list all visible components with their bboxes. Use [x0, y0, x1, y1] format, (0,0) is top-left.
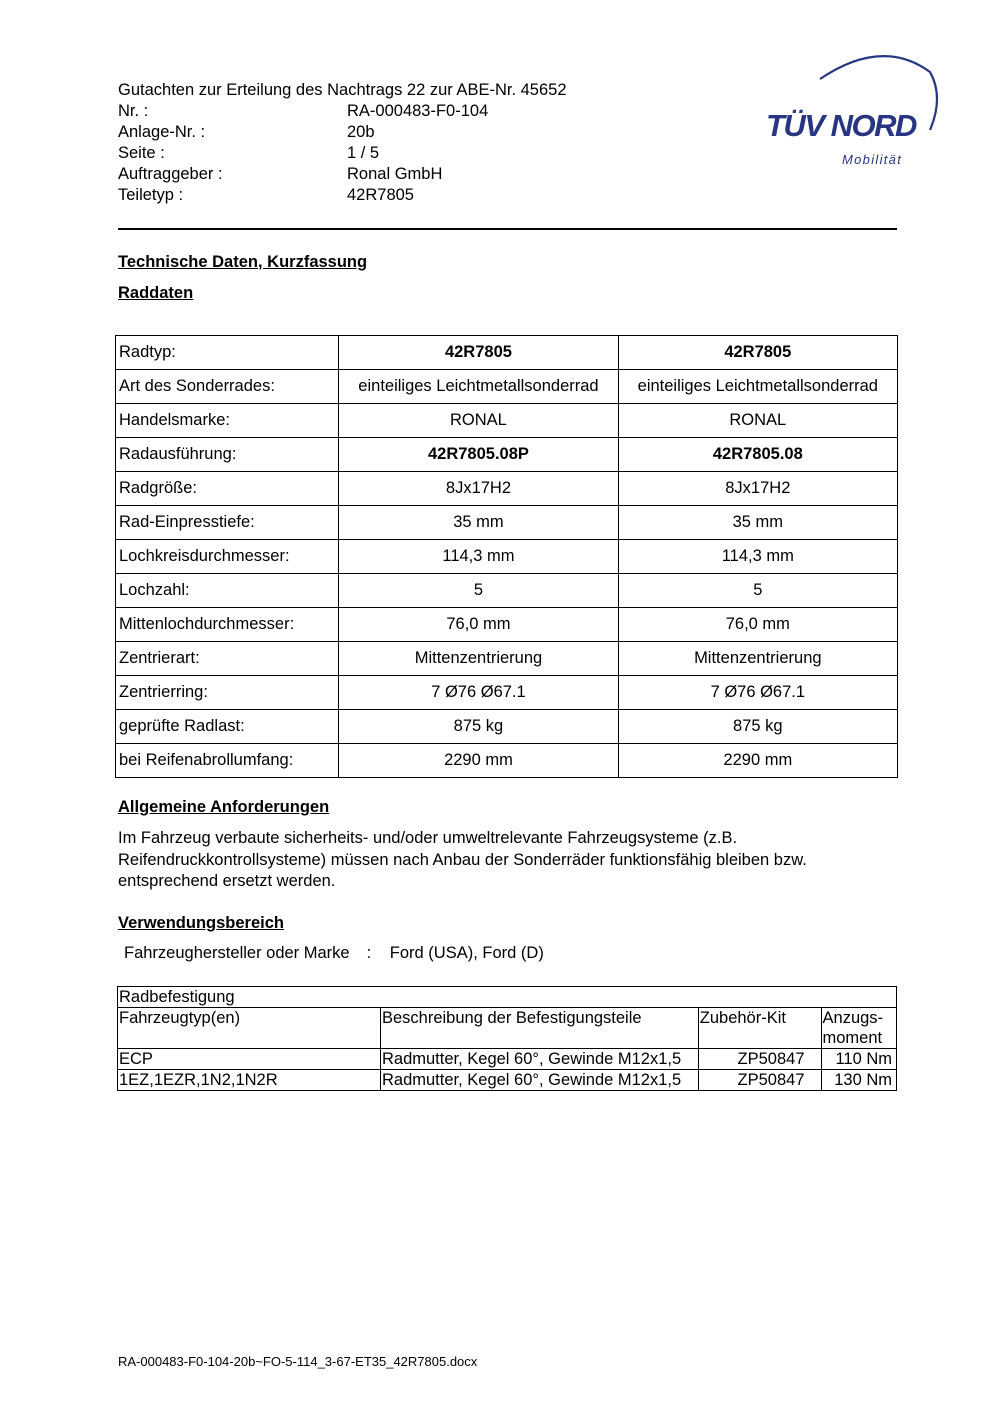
anzugsmoment-cell: 110 Nm — [821, 1049, 896, 1070]
section-heading-verwendung: Verwendungsbereich — [118, 914, 284, 932]
fahrzeughersteller-sep: : — [366, 944, 372, 962]
raddaten-value-1: 42R7805 — [339, 336, 618, 370]
header-field-row — [118, 101, 488, 122]
raddaten-value-2: 8Jx17H2 — [618, 472, 897, 506]
logo-sub-text: Mobilität — [842, 152, 903, 167]
header-fields — [118, 101, 488, 206]
col-header-zubehoer: Zubehör-Kit — [698, 1008, 821, 1049]
tuv-nord-logo — [762, 52, 942, 172]
raddaten-value-1: 875 kg — [339, 710, 618, 744]
raddaten-label: Lochkreisdurchmesser: — [116, 540, 339, 574]
raddaten-value-1: 42R7805.08P — [339, 438, 618, 472]
radbefestigung-title: Radbefestigung — [118, 987, 897, 1008]
raddaten-value-1: RONAL — [339, 404, 618, 438]
raddaten-value-1: 76,0 mm — [339, 608, 618, 642]
section-heading-allgemein: Allgemeine Anforderungen — [118, 798, 330, 816]
radbefestigung-table — [117, 986, 897, 1091]
raddaten-label: Radtyp: — [116, 336, 339, 370]
radbefestigung-row — [118, 1049, 897, 1070]
raddaten-value-1: 35 mm — [339, 506, 618, 540]
raddaten-label: Handelsmarke: — [116, 404, 339, 438]
raddaten-value-1: 8Jx17H2 — [339, 472, 618, 506]
raddaten-row — [116, 472, 898, 506]
radbefestigung-row — [118, 1070, 897, 1091]
section-heading-tech: Technische Daten, Kurzfassung — [118, 253, 368, 271]
header-field-key: Teiletyp : — [118, 186, 184, 204]
raddaten-label: bei Reifenabrollumfang: — [116, 744, 339, 778]
raddaten-label: Art des Sonderrades: — [116, 370, 339, 404]
raddaten-value-2: 5 — [618, 574, 897, 608]
raddaten-value-2: RONAL — [618, 404, 897, 438]
raddaten-value-2: 114,3 mm — [618, 540, 897, 574]
raddaten-value-2: 7 Ø76 Ø67.1 — [618, 676, 897, 710]
raddaten-value-1: einteiliges Leichtmetallsonderrad — [339, 370, 618, 404]
header-field-value: 42R7805 — [347, 186, 414, 204]
raddaten-row — [116, 744, 898, 778]
header-field-row — [118, 122, 488, 143]
header-field-row — [118, 143, 488, 164]
header-field-value: RA-000483-F0-104 — [347, 102, 489, 120]
fahrzeughersteller-value: Ford (USA), Ford (D) — [389, 944, 544, 962]
raddaten-value-2: 875 kg — [618, 710, 897, 744]
raddaten-row — [116, 506, 898, 540]
raddaten-label: Lochzahl: — [116, 574, 339, 608]
raddaten-row — [116, 336, 898, 370]
raddaten-label: Zentrierart: — [116, 642, 339, 676]
radbefestigung-header-row — [118, 1008, 897, 1049]
raddaten-label: Radgröße: — [116, 472, 339, 506]
logo-graphic — [762, 52, 942, 172]
col-header-fahrzeugtyp: Fahrzeugtyp(en) — [118, 1008, 381, 1049]
raddaten-value-2: 42R7805 — [618, 336, 897, 370]
raddaten-row — [116, 710, 898, 744]
raddaten-row — [116, 540, 898, 574]
header-field-key: Nr. : — [118, 102, 149, 120]
beschreibung-cell: Radmutter, Kegel 60°, Gewinde M12x1,5 — [380, 1049, 698, 1070]
raddaten-value-2: 42R7805.08 — [618, 438, 897, 472]
raddaten-row — [116, 642, 898, 676]
document-title: Gutachten zur Erteilung des Nachtrags 22 zur ABE-Nr. 45652 — [118, 81, 567, 99]
section-heading-raddaten: Raddaten — [118, 284, 194, 302]
header-field-row — [118, 185, 488, 206]
zubehoer-kit-cell: ZP50847 — [698, 1070, 821, 1091]
raddaten-label: Rad-Einpresstiefe: — [116, 506, 339, 540]
raddaten-value-2: einteiliges Leichtmetallsonderrad — [618, 370, 897, 404]
fahrzeugtyp-cell: 1EZ,1EZR,1N2,1N2R — [118, 1070, 381, 1091]
beschreibung-cell: Radmutter, Kegel 60°, Gewinde M12x1,5 — [380, 1070, 698, 1091]
header-field-key: Anlage-Nr. : — [118, 123, 206, 141]
zubehoer-kit-cell: ZP50847 — [698, 1049, 821, 1070]
raddaten-value-1: 2290 mm — [339, 744, 618, 778]
header-divider — [118, 228, 897, 230]
raddaten-row — [116, 676, 898, 710]
fahrzeughersteller-line — [124, 943, 544, 963]
raddaten-label: Mittenlochdurchmesser: — [116, 608, 339, 642]
footer-filename: RA-000483-F0-104-20b~FO-5-114_3-67-ET35_42R7805.docx — [118, 1354, 478, 1369]
raddaten-row — [116, 370, 898, 404]
raddaten-value-2: Mittenzentrierung — [618, 642, 897, 676]
header-field-value: Ronal GmbH — [347, 165, 443, 183]
logo-brand-text: TÜV NORD — [766, 108, 916, 143]
fahrzeugtyp-cell: ECP — [118, 1049, 381, 1070]
col-header-beschreibung: Beschreibung der Befestigungsteile — [380, 1008, 698, 1049]
header-field-value: 1 / 5 — [347, 144, 380, 162]
col-header-anzugsmoment: Anzugs-moment — [821, 1008, 896, 1049]
raddaten-row — [116, 574, 898, 608]
raddaten-label: Zentrierring: — [116, 676, 339, 710]
raddaten-value-2: 76,0 mm — [618, 608, 897, 642]
raddaten-label: Radausführung: — [116, 438, 339, 472]
header-field-value: 20b — [347, 123, 375, 141]
header-field-row — [118, 164, 488, 185]
raddaten-value-2: 2290 mm — [618, 744, 897, 778]
header-field-key: Seite : — [118, 144, 165, 162]
raddaten-table — [115, 335, 898, 778]
anzugsmoment-cell: 130 Nm — [821, 1070, 896, 1091]
raddaten-value-1: 114,3 mm — [339, 540, 618, 574]
raddaten-value-1: Mittenzentrierung — [339, 642, 618, 676]
raddaten-value-2: 35 mm — [618, 506, 897, 540]
raddaten-row — [116, 608, 898, 642]
raddaten-row — [116, 404, 898, 438]
raddaten-row — [116, 438, 898, 472]
fahrzeughersteller-label: Fahrzeughersteller oder Marke — [124, 944, 350, 962]
header-field-key: Auftraggeber : — [118, 165, 223, 183]
raddaten-label: geprüfte Radlast: — [116, 710, 339, 744]
allgemein-text: Im Fahrzeug verbaute sicherheits- und/oder umweltrelevante Fahrzeugsysteme (z.B. Reifendruckkontrollsysteme) müssen nach Anbau der Sonderräder funktionsfähig bleiben bzw. entsprechend ersetzt werden. — [118, 829, 807, 890]
raddaten-value-1: 7 Ø76 Ø67.1 — [339, 676, 618, 710]
raddaten-value-1: 5 — [339, 574, 618, 608]
